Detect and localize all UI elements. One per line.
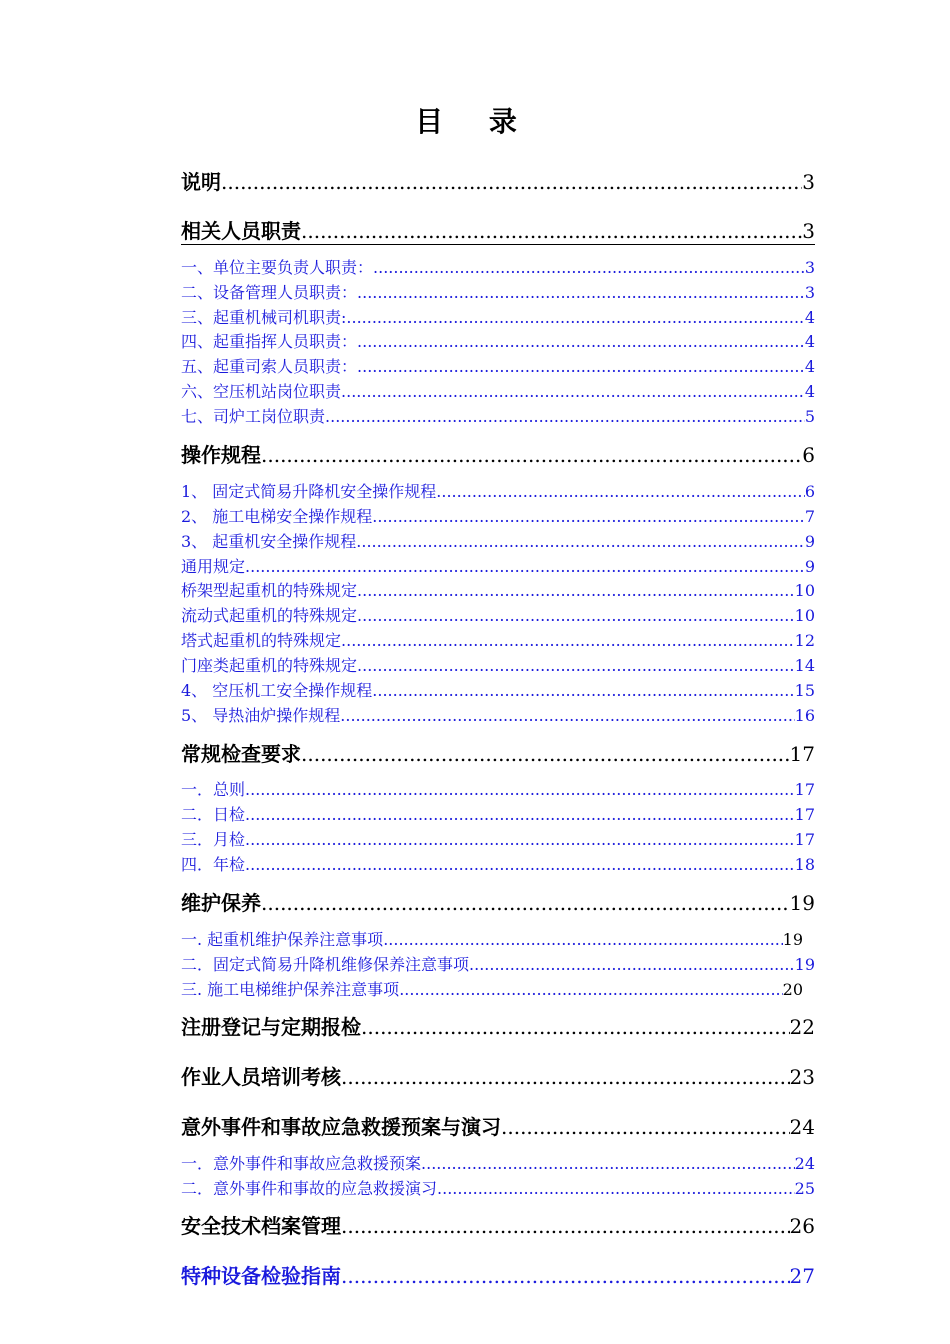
toc-subentry[interactable]: [181, 804, 815, 826]
toc-entry-label: 七、司炉工岗位职责: [181, 407, 326, 426]
toc-entry-label: 作业人员培训考核: [181, 1065, 341, 1089]
toc-entry-label: 4、 空压机工安全操作规程: [181, 681, 373, 700]
toc-subentry[interactable]: [181, 506, 815, 528]
toc-page-number: 3: [804, 283, 815, 302]
toc-page-number: 3: [802, 170, 815, 194]
toc-subentry[interactable]: [181, 257, 815, 279]
dot-leader: [361, 1014, 790, 1040]
toc-page-number: 19: [782, 930, 803, 949]
toc-page-number: 6: [804, 482, 815, 501]
toc-entry-label: 说明: [181, 170, 221, 194]
toc-subentry[interactable]: [181, 655, 815, 677]
dot-leader: [341, 381, 805, 403]
toc-page-number: 7: [804, 507, 815, 526]
dot-leader: [437, 1178, 795, 1200]
toc-entry-label: 二、设备管理人员职责：: [181, 283, 358, 302]
toc-page-number: 26: [789, 1214, 815, 1238]
dot-leader: [301, 741, 790, 767]
dot-leader: [341, 1213, 790, 1239]
dot-leader: [357, 580, 795, 602]
toc-entry-label: 注册登记与定期报检: [181, 1015, 361, 1039]
dot-leader: [372, 680, 794, 702]
toc-page-number: 19: [794, 955, 815, 974]
toc-page-number: 23: [789, 1065, 815, 1089]
toc-subentry[interactable]: [181, 630, 815, 652]
toc-page-number: 22: [789, 1015, 815, 1039]
toc-entry-label: 意外事件和事故应急救援预案与演习: [181, 1115, 501, 1139]
toc-entry-label: 操作规程: [181, 443, 261, 467]
toc-page-number: 25: [794, 1179, 815, 1198]
toc-subentry[interactable]: [181, 331, 815, 353]
toc-page-number: 9: [804, 532, 815, 551]
toc-page-number: 4: [804, 357, 815, 376]
toc-page-number: 10: [794, 606, 815, 625]
toc-entry-maintenance[interactable]: [181, 890, 815, 916]
toc-page-number: 27: [789, 1264, 815, 1288]
toc-entry-label: 安全技术档案管理: [181, 1214, 341, 1238]
dot-leader: [301, 218, 802, 244]
toc-entry-label: 三、起重机械司机职责:: [181, 308, 347, 327]
toc-entry-label: 特种设备检验指南: [181, 1264, 341, 1288]
toc-entry-label: 2、 施工电梯安全操作规程: [181, 507, 373, 526]
toc-entry-label: 一、单位主要负责人职责：: [181, 258, 374, 277]
toc-subentry[interactable]: [181, 580, 815, 602]
dot-leader: [221, 169, 802, 195]
toc-entry-label: 相关人员职责: [181, 219, 301, 243]
toc-entry-label: 一．总则: [181, 780, 246, 799]
toc-page-number: 14: [794, 656, 815, 675]
toc-entry-procedures[interactable]: [181, 442, 815, 468]
toc-entry-label: 3、 起重机安全操作规程: [181, 532, 357, 551]
dot-leader: [346, 307, 804, 329]
toc-entry-label: 一. 起重机维护保养注意事项: [181, 930, 384, 949]
toc-page-number: 6: [802, 443, 815, 467]
toc-entry-label: 三. 施工电梯维护保养注意事项: [181, 980, 400, 999]
toc-entry-label: 1、 固定式简易升降机安全操作规程: [181, 482, 437, 501]
toc-page-number: 20: [782, 980, 803, 999]
toc-entry-routine-inspection[interactable]: [181, 741, 815, 767]
dot-leader: [245, 829, 795, 851]
dot-leader: [245, 779, 795, 801]
toc-subentry[interactable]: [181, 356, 815, 378]
toc-page-number: 17: [794, 830, 815, 849]
toc-subentry[interactable]: [181, 979, 803, 1001]
toc-entry-responsibilities[interactable]: [181, 218, 815, 245]
toc-page-number: 12: [794, 631, 815, 650]
toc-page-number: 5: [804, 407, 815, 426]
toc-subentry[interactable]: [181, 1178, 815, 1200]
toc-subentry[interactable]: [181, 705, 815, 727]
toc-subentry[interactable]: [181, 680, 815, 702]
toc-entry-label: 五、起重司索人员职责：: [181, 357, 358, 376]
toc-entry-inspection-guide[interactable]: [181, 1263, 815, 1289]
toc-page-number: 17: [789, 742, 815, 766]
toc-page-number: 9: [804, 557, 815, 576]
dot-leader: [399, 979, 782, 1001]
dot-leader: [357, 356, 805, 378]
toc-subentry[interactable]: [181, 929, 803, 951]
dot-leader: [245, 556, 805, 578]
toc-subentry[interactable]: [181, 406, 815, 428]
toc-page-number: 16: [794, 706, 815, 725]
dot-leader: [245, 854, 795, 876]
toc-page-number: 4: [804, 332, 815, 351]
toc-entry-label: 维护保养: [181, 891, 261, 915]
dot-leader: [341, 1064, 790, 1090]
toc-entry-emergency[interactable]: [181, 1114, 815, 1140]
toc-subentry[interactable]: [181, 1153, 815, 1175]
toc-page-number: 10: [794, 581, 815, 600]
toc-page-number: 17: [794, 780, 815, 799]
toc-entry-label: 5、 导热油炉操作规程: [181, 706, 341, 725]
dot-leader: [373, 257, 805, 279]
dot-leader: [261, 442, 802, 468]
dot-leader: [341, 1263, 790, 1289]
dot-leader: [357, 331, 805, 353]
toc-entry-label: 四．年检: [181, 855, 246, 874]
toc-subentry[interactable]: [181, 954, 815, 976]
toc-entry-label: 塔式起重机的特殊规定: [181, 631, 342, 650]
toc-entry-label: 三．月检: [181, 830, 246, 849]
toc-page-number: 15: [794, 681, 815, 700]
toc-entry-label: 桥架型起重机的特殊规定: [181, 581, 358, 600]
toc-title: 目 录: [415, 105, 535, 138]
toc-entry-label: 通用规定: [181, 557, 246, 576]
dot-leader: [340, 705, 794, 727]
dot-leader: [357, 605, 795, 627]
toc-entry-label: 门座类起重机的特殊规定: [181, 656, 358, 675]
toc-subentry[interactable]: [181, 307, 815, 329]
toc-page-number: 4: [804, 382, 815, 401]
dot-leader: [469, 954, 795, 976]
toc-page-number: 24: [789, 1115, 815, 1139]
toc-page-number: 3: [802, 219, 815, 243]
toc-page-number: 19: [789, 891, 815, 915]
dot-leader: [245, 804, 795, 826]
toc-subentry[interactable]: [181, 605, 815, 627]
toc-entry-label: 常规检查要求: [181, 742, 301, 766]
toc-page-number: 18: [794, 855, 815, 874]
toc-subentry[interactable]: [181, 829, 815, 851]
dot-leader: [357, 282, 805, 304]
dot-leader: [421, 1153, 795, 1175]
toc-entry-label: 一．意外事件和事故应急救援预案: [181, 1154, 422, 1173]
dot-leader: [436, 481, 805, 503]
toc-subentry[interactable]: [181, 531, 815, 553]
toc-entry-label: 二．日检: [181, 805, 246, 824]
toc-subentry[interactable]: [181, 854, 815, 876]
dot-leader: [341, 630, 795, 652]
toc-page-number: 17: [794, 805, 815, 824]
toc-entry-label: 四、起重指挥人员职责：: [181, 332, 358, 351]
toc-entry-label: 六、空压机站岗位职责: [181, 382, 342, 401]
dot-leader: [357, 655, 795, 677]
dot-leader: [383, 929, 782, 951]
toc-subentry[interactable]: [181, 556, 815, 578]
toc-subentry[interactable]: [181, 481, 815, 503]
toc-entry-label: 二．意外事件和事故的应急救援演习: [181, 1179, 438, 1198]
toc-page-number: 3: [804, 258, 815, 277]
toc-entry-label: 二．固定式简易升降机维修保养注意事项: [181, 955, 470, 974]
dot-leader: [356, 531, 805, 553]
toc-entry-registration[interactable]: [181, 1014, 815, 1040]
toc-entry-training[interactable]: [181, 1064, 815, 1090]
toc-entry-archives[interactable]: [181, 1213, 815, 1239]
dot-leader: [372, 506, 805, 528]
toc-page-number: 24: [794, 1154, 815, 1173]
toc-subentry[interactable]: [181, 381, 815, 403]
dot-leader: [261, 890, 790, 916]
toc-subentry[interactable]: [181, 282, 815, 304]
toc-entry-explanation[interactable]: [181, 169, 815, 195]
dot-leader: [501, 1114, 790, 1140]
toc-subentry[interactable]: [181, 779, 815, 801]
dot-leader: [325, 406, 805, 428]
toc-page-number: 4: [804, 308, 815, 327]
toc-entry-label: 流动式起重机的特殊规定: [181, 606, 358, 625]
